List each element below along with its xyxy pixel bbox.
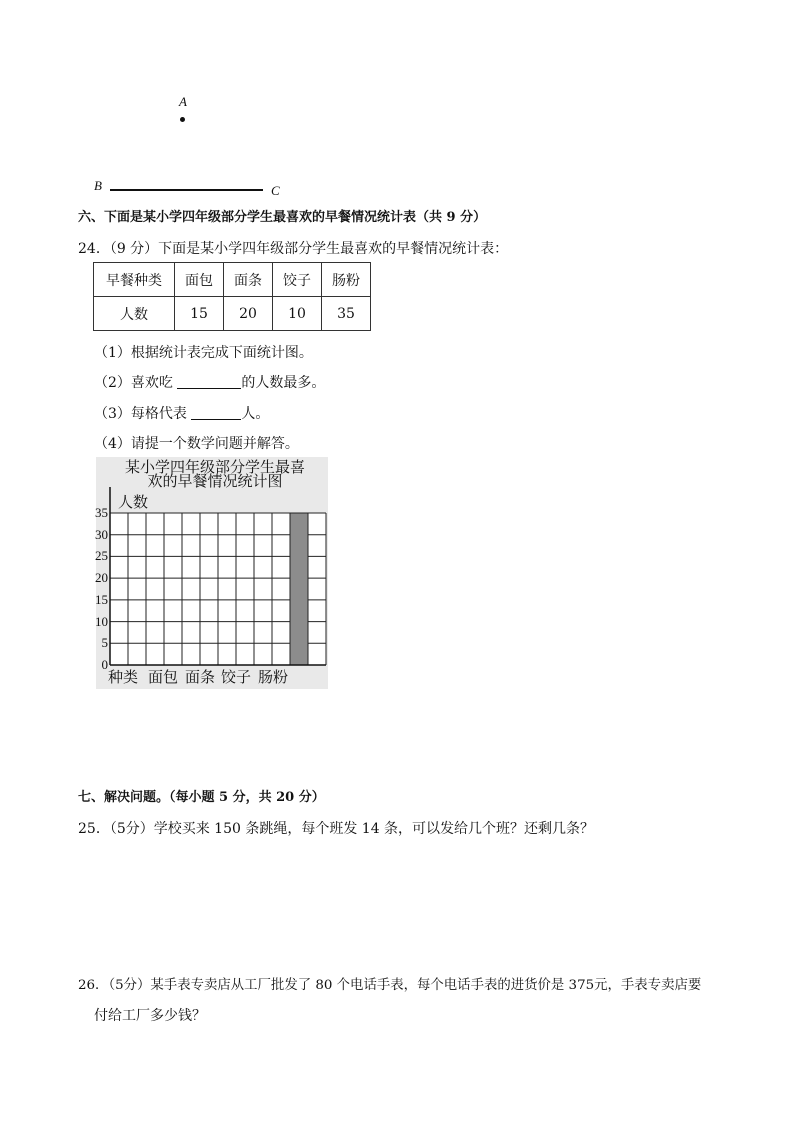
answer-blank-per-cell[interactable] xyxy=(191,405,241,420)
point-label-c: C xyxy=(271,183,280,198)
chart-bars xyxy=(290,513,308,665)
sub-2-suffix: 的人数最多。 xyxy=(241,375,326,391)
line-bc xyxy=(110,189,263,191)
chart-y-tick-label: 30 xyxy=(95,526,108,542)
point-label-b: B xyxy=(94,178,102,193)
chart-bar-4 xyxy=(290,513,308,665)
question-24-sub-2 xyxy=(94,372,325,392)
chart-category-label: 面包 xyxy=(148,668,179,686)
chart-y-tick-label: 10 xyxy=(95,613,108,629)
question-24-sub-4: （4）请提一个数学问题并解答。 xyxy=(94,436,299,452)
chart-y-tick-label: 0 xyxy=(101,657,108,672)
chart-category-label: 饺子 xyxy=(221,668,252,686)
chart-y-tick-label: 15 xyxy=(95,591,108,607)
table-cell: 饺子 xyxy=(273,263,322,297)
table-cell: 早餐种类 xyxy=(94,263,175,297)
question-24-sub-3 xyxy=(94,403,269,423)
sub-3-suffix: 人。 xyxy=(241,406,270,422)
breakfast-bar-chart xyxy=(96,457,328,689)
chart-y-tick-label: 35 xyxy=(95,505,108,520)
chart-title-line-2: 欢的早餐情况统计图 xyxy=(147,472,283,490)
table-cell: 20 xyxy=(224,297,273,331)
point-a-dot xyxy=(180,117,185,122)
breakfast-stats-table xyxy=(93,262,371,331)
chart-y-tick-label: 5 xyxy=(101,635,108,651)
table-cell: 35 xyxy=(322,297,371,331)
table-cell: 人数 xyxy=(94,297,175,331)
section-7-title: 七、解决问题。（每小题 5 分，共 20 分） xyxy=(78,790,325,805)
answer-blank-food[interactable] xyxy=(177,374,241,389)
point-label-a: A xyxy=(179,94,187,109)
sub-2-prefix: （2）喜欢吃 xyxy=(94,375,178,391)
table-cell: 面条 xyxy=(224,263,273,297)
table-row xyxy=(94,297,371,331)
question-24-stem: 24．（9 分）下面是某小学四年级部分学生最喜欢的早餐情况统计表： xyxy=(78,241,509,257)
table-header-row xyxy=(94,263,371,297)
table-cell: 10 xyxy=(273,297,322,331)
question-24-sub-1: （1）根据统计表完成下面统计图。 xyxy=(94,345,313,361)
table-cell: 15 xyxy=(175,297,224,331)
chart-x-axis-label: 种类 xyxy=(108,668,139,686)
chart-y-tick-label: 25 xyxy=(95,548,108,564)
table-cell: 面包 xyxy=(175,263,224,297)
chart-category-label: 肠粉 xyxy=(258,668,289,686)
table-cell: 肠粉 xyxy=(322,263,371,297)
question-26-line-2: 付给工厂多少钱？ xyxy=(94,1008,206,1024)
question-26-line-1: 26．（5分）某手表专卖店从工厂批发了 80 个电话手表，每个电话手表的进货价是 375元，手表专卖店要 xyxy=(78,978,702,993)
chart-y-tick-label: 20 xyxy=(95,570,108,586)
section-6-title: 六、下面是某小学四年级部分学生最喜欢的早餐情况统计表（共 9 分） xyxy=(78,210,487,225)
chart-plot-svg xyxy=(96,457,328,689)
chart-title-line-1: 某小学四年级部分学生最喜 xyxy=(124,458,305,476)
chart-y-axis-label: 人数 xyxy=(118,493,149,511)
question-25: 25．（5分）学校买来 150 条跳绳，每个班发 14 条，可以发给几个班？还剩几条？ xyxy=(78,821,595,837)
sub-3-prefix: （3）每格代表 xyxy=(94,406,192,422)
chart-category-label: 面条 xyxy=(185,668,216,686)
